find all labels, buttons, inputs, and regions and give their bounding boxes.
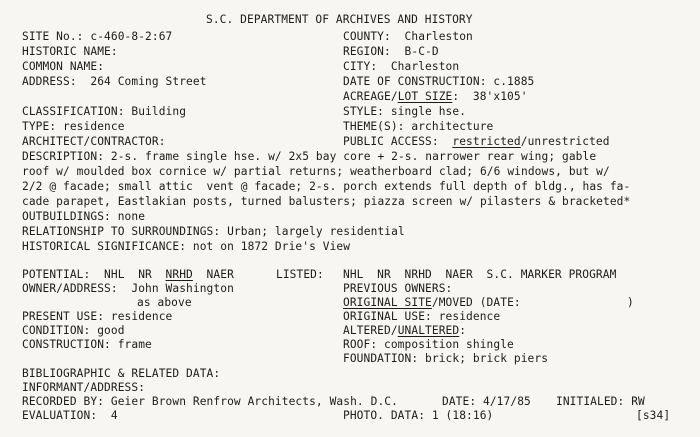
original-site-moved <box>343 296 521 310</box>
description-line-1: DESCRIPTION: 2-s. frame single hse. w/ 2x5 bay core + 2-s. narrower rear wing; gable <box>22 150 597 163</box>
initialed: INITIALED: RW <box>556 395 645 408</box>
region: REGION: B-C-D <box>343 45 439 58</box>
address: ADDRESS: 264 Coming Street <box>22 75 207 88</box>
classification: CLASSIFICATION: Building <box>22 105 187 118</box>
description-line-4: cade parapet, Eastlakian posts, turned balusters; piazza screen w/ pilasters & bracketed* <box>22 195 631 208</box>
altered-colon: : <box>459 324 467 337</box>
potential <box>22 268 234 282</box>
public-access-label: PUBLIC ACCESS: <box>343 135 453 148</box>
acreage-label: ACREAGE/ <box>343 90 398 103</box>
potential-other: NAER <box>192 268 234 281</box>
description-line-3: 2/2 @ facade; small attic vent @ facade; 2-s. porch extends full depth of bldg., has fa- <box>22 180 631 193</box>
altered-unaltered <box>343 324 466 338</box>
unaltered-selected: UNALTERED <box>397 324 460 337</box>
lot-size-selected: LOT SIZE <box>397 90 453 103</box>
informant-address: INFORMANT/ADDRESS: <box>22 381 146 394</box>
roof: ROOF: composition shingle <box>343 338 514 351</box>
lot-size-value: : 38'x105' <box>452 90 528 103</box>
header: S.C. DEPARTMENT OF ARCHIVES AND HISTORY <box>206 13 473 26</box>
moved-date-close: ) <box>627 296 634 309</box>
site-no: SITE No.: c-460-8-2:67 <box>22 30 173 43</box>
owner-address: OWNER/ADDRESS: John Washington <box>22 282 234 295</box>
relationship-to-surroundings: RELATIONSHIP TO SURROUNDINGS: Urban; largely residential <box>22 225 405 238</box>
historical-significance: HISTORICAL SIGNIFICANCE: not on 1872 Drie's View <box>22 240 351 253</box>
common-name: COMMON NAME: <box>22 60 105 73</box>
present-use: PRESENT USE: residence <box>22 310 173 323</box>
bibliographic-data: BIBLIOGRAPHIC & RELATED DATA: <box>22 367 221 380</box>
public-access <box>343 135 610 149</box>
public-access-other: /unrestricted <box>520 135 610 148</box>
style: STYLE: single hse. <box>343 105 467 118</box>
type: TYPE: residence <box>22 120 125 133</box>
description-line-2: roof w/ moulded box cornice w/ partial returns; weatherboard clad; 6/6 windows, but w/ <box>22 165 610 178</box>
construction: CONSTRUCTION: frame <box>22 338 152 351</box>
outbuildings: OUTBUILDINGS: none <box>22 210 146 223</box>
altered-label: ALTERED/ <box>343 324 398 337</box>
themes: THEME(S): architecture <box>343 120 494 133</box>
listed-label: LISTED: <box>276 268 324 281</box>
date: DATE: 4/17/85 <box>442 395 531 408</box>
foundation: FOUNDATION: brick; brick piers <box>343 352 549 365</box>
architect-contractor: ARCHITECT/CONTRACTOR: <box>22 135 166 148</box>
page-reference: [s34] <box>636 409 671 422</box>
potential-label: POTENTIAL: NHL NR <box>22 268 166 281</box>
date-of-construction: DATE OF CONSTRUCTION: c.1885 <box>343 75 535 88</box>
moved-date-label: /MOVED (DATE: <box>431 296 521 309</box>
evaluation: EVALUATION: 4 <box>22 409 118 422</box>
acreage-lot-size <box>343 90 528 104</box>
owner-address-2: as above <box>137 296 192 309</box>
listed-options: NHL NR NRHD NAER S.C. MARKER PROGRAM <box>343 268 617 281</box>
city: CITY: Charleston <box>343 60 460 73</box>
historic-name: HISTORIC NAME: <box>22 45 118 58</box>
recorded-by: RECORDED BY: Geier Brown Renfrow Architects, Wash. D.C. <box>22 395 398 408</box>
previous-owners: PREVIOUS OWNERS: <box>343 282 453 295</box>
condition: CONDITION: good <box>22 324 125 337</box>
original-use: ORIGINAL USE: residence <box>343 310 501 323</box>
potential-selected: NRHD <box>165 268 193 281</box>
county: COUNTY: Charleston <box>343 30 473 43</box>
public-access-selected: restricted <box>452 135 521 148</box>
original-site-selected: ORIGINAL SITE <box>343 296 432 309</box>
photo-data: PHOTO. DATA: 1 (18:16) <box>343 409 494 422</box>
